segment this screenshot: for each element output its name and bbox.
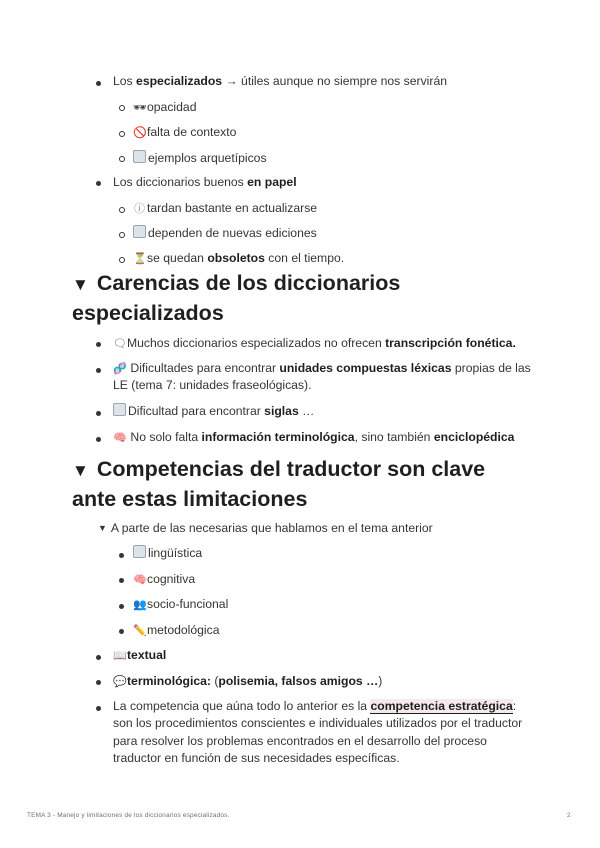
sub-item-linguistica (133, 545, 202, 562)
list-item-textual (113, 647, 166, 665)
text: tardan bastante en actualizarse (147, 201, 318, 215)
image-icon (133, 150, 146, 163)
arrow-icon: → (225, 74, 238, 88)
bullet (96, 655, 101, 660)
sub-item-obsoletos (133, 250, 344, 268)
info-icon: ⓘ (134, 203, 145, 215)
bullet (96, 680, 101, 685)
heading-text: Carencias de los diccionarios (96, 271, 401, 295)
text: se quedan (147, 251, 208, 265)
bullet (119, 553, 124, 558)
list-item-especializados (113, 73, 447, 90)
bold-text: enciclopédica (433, 430, 515, 444)
list-item-enciclopedica (113, 429, 514, 447)
section-heading-carencias-line2 (72, 298, 224, 328)
text: La competencia que aúna todo lo anterior es la (113, 699, 371, 713)
text: para resolver los problemas encontrados en el desarrollo del proceso (113, 734, 487, 748)
abc-icon (133, 545, 146, 558)
speech-bubble-icon: 🗨 (113, 338, 127, 350)
text: propias de las (451, 361, 531, 375)
bold-text: especializados (136, 74, 223, 88)
sunglasses-icon: 🕶 (133, 102, 147, 114)
text: metodológica (147, 623, 220, 637)
new-icon (133, 225, 146, 238)
bullet (96, 181, 101, 186)
text: dependen de nuevas ediciones (148, 226, 317, 240)
text: Dificultades para encontrar (127, 361, 280, 375)
sub-bullet (119, 156, 125, 162)
abc-icon (113, 403, 126, 416)
list-item-terminologica (113, 673, 382, 691)
text: Los (113, 74, 137, 88)
sub-bullet (119, 105, 125, 111)
people-icon: 👥 (133, 599, 147, 611)
toggle-triangle-icon[interactable]: ▼ (72, 275, 89, 294)
text: No solo falta (127, 430, 202, 444)
page-number: 2 (567, 812, 571, 819)
brain-icon: 🧠 (113, 432, 127, 444)
text: ejemplos arquetípicos (148, 151, 267, 165)
bold-text: siglas (264, 404, 299, 418)
sub-item-ejemplos (133, 150, 267, 167)
bullet (96, 437, 101, 442)
bullet (96, 342, 101, 347)
sub-bullet (119, 131, 125, 137)
pencil-icon: ✏️ (133, 625, 147, 637)
bullet (119, 578, 124, 583)
heading-text: especializados (72, 301, 224, 325)
list-item-fonetica (113, 335, 516, 353)
hourglass-icon: ⏳ (133, 253, 147, 265)
text: son los procedimientos conscientes e individuales utilizados por el traductor (113, 716, 523, 730)
dna-icon: 🧬 (113, 363, 127, 375)
section-heading-competencias-line2 (72, 484, 307, 514)
list-item-siglas (113, 403, 314, 420)
section-heading-competencias[interactable] (72, 454, 485, 486)
sub-item-metodologica (133, 622, 220, 640)
brain-icon: 🧠 (133, 574, 147, 586)
sub-item-opacidad (133, 99, 196, 117)
bullet (96, 368, 101, 373)
text: con el tiempo. (264, 251, 345, 265)
heading-text: ante estas limitaciones (72, 487, 308, 511)
text: , sino también (354, 430, 434, 444)
bold-text: terminológica: (127, 674, 211, 688)
bullet (119, 604, 124, 609)
bullet (119, 629, 124, 634)
text: falta de contexto (147, 125, 237, 139)
sub-item-socio-funcional (133, 596, 228, 614)
bold-text: polisemia, falsos amigos … (218, 674, 379, 688)
list-item-estrategica-line2 (113, 715, 522, 732)
text: LE (tema 7: unidades fraseológicas). (113, 378, 312, 392)
sub-bullet (119, 232, 125, 238)
sub-item-cognitiva (133, 571, 195, 589)
book-icon: 📖 (113, 650, 127, 662)
list-item-estrategica (113, 698, 516, 715)
bold-text: unidades compuestas léxicas (279, 361, 452, 375)
text: traductor en función de sus necesidades específicas. (113, 751, 400, 765)
bold-text: textual (127, 648, 167, 662)
text: lingüística (148, 546, 203, 560)
text: Dificultad para encontrar (128, 404, 265, 418)
speech-icon: 💬 (113, 676, 127, 688)
text: … (298, 404, 315, 418)
bold-text: obsoletos (207, 251, 265, 265)
sub-item-ediciones (133, 225, 317, 242)
footer-title: TEMA 3 - Manejo y limitaciones de los diccionarios especializados. (27, 812, 230, 819)
sub-bullet (119, 207, 125, 213)
list-item-estrategica-line3 (113, 733, 487, 750)
bold-text: información terminológica (201, 430, 355, 444)
text: ( (210, 674, 219, 688)
toggle-triangle-icon[interactable]: ▼ (72, 461, 89, 480)
competencia-estrategica-link[interactable]: competencia estratégica (370, 699, 513, 713)
bold-text: transcripción fonética. (385, 336, 516, 350)
text: socio-funcional (147, 597, 229, 611)
bold-text: en papel (247, 175, 297, 189)
prohibited-icon: 🚫 (133, 127, 147, 139)
list-item-unidades-line2 (113, 377, 312, 394)
text: opacidad (147, 100, 197, 114)
sub-item-actualizarse (133, 200, 317, 218)
toggle-anterior[interactable] (98, 520, 433, 537)
list-item-unidades (113, 360, 531, 378)
list-item-papel (113, 174, 297, 191)
text: ) (378, 674, 383, 688)
bullet (96, 706, 101, 711)
list-item-estrategica-line4 (113, 750, 400, 767)
sub-item-contexto (133, 124, 236, 142)
text: : (512, 699, 517, 713)
bullet (96, 81, 101, 86)
toggle-triangle-icon[interactable]: ▼ (98, 523, 107, 533)
bullet (96, 411, 101, 416)
sub-bullet (119, 257, 125, 263)
heading-text: Competencias del traductor son clave (96, 457, 486, 481)
text: Los diccionarios buenos (113, 175, 248, 189)
text: cognitiva (147, 572, 196, 586)
section-heading-carencias[interactable] (72, 268, 400, 300)
text: A parte de las necesarias que hablamos en el tema anterior (110, 521, 433, 535)
text: Muchos diccionarios especializados no ofrecen (127, 336, 386, 350)
text: útiles aunque no siempre nos servirán (237, 74, 448, 88)
